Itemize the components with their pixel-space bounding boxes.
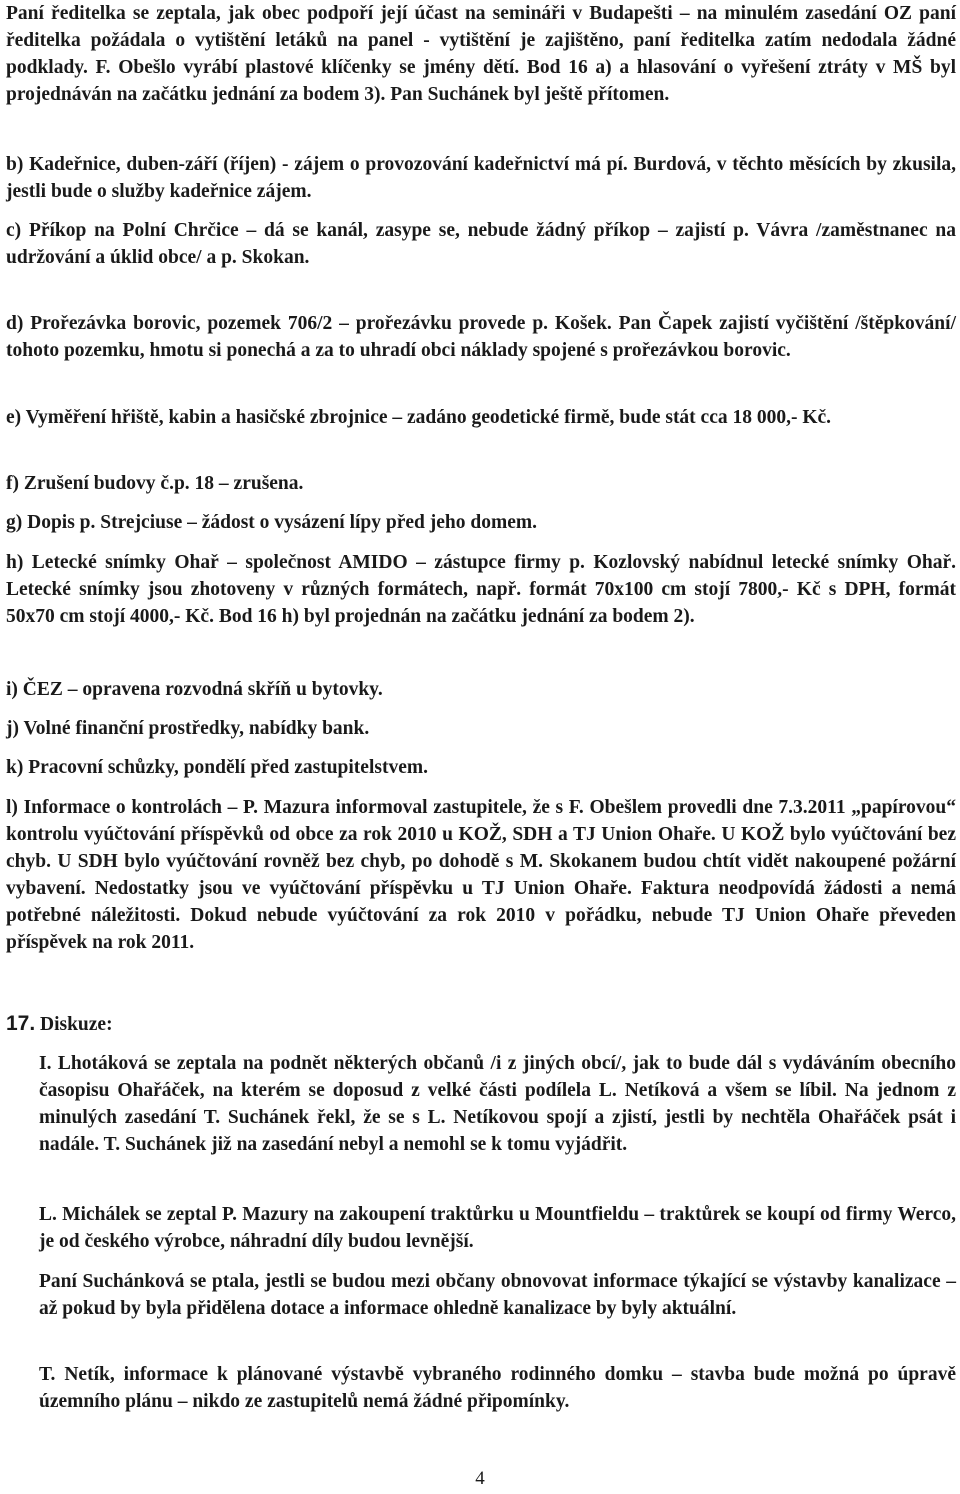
paragraph-item-d: d) Prořezávka borovic, pozemek 706/2 – prořezávku provede p. Košek. Pan Čapek zajistí vyčištění /štěpkování/ tohoto pozemku, hmotu si ponechá a za to uhradí obci náklady spojené s prořezávkou borovic. bbox=[6, 313, 956, 361]
paragraph-item-i: i) ČEZ – opravena rozvodná skříň u bytovky. bbox=[6, 679, 383, 700]
section-title: Diskuze: bbox=[40, 1014, 113, 1035]
discussion-paragraph-2: L. Michálek se zeptal P. Mazury na zakoupení traktůrku u Mountfieldu – traktůrek se koupí od firmy Werco, je od českého výrobce, náhradní díly budou levnější. bbox=[39, 1204, 956, 1252]
discussion-paragraph-4: T. Netík, informace k plánované výstavbě vybraného rodinného domku – stavba bude možná po úpravě územního plánu – nikdo ze zastupitelů nemá žádné připomínky. bbox=[39, 1364, 956, 1412]
section-number: 17. bbox=[6, 1012, 36, 1035]
discussion-paragraph-1: I. Lhotáková se zeptala na podnět některých občanů /i z jiných obcí/, jak to bude dál s vydáváním obecního časopisu Ohařáček, na kterém se doposud z velké části podílela L. Netíková a všem se líbil. Na jednom z minulých zasedání T. Suchánek řekl, že se s L. Netíkovou spojí a zjistí, jestli by nechtěla Ohařáček psát i nadále. T. Suchánek již na zasedání nebyl a nemohl se k tomu vyjádřit. bbox=[39, 1053, 956, 1155]
paragraph-item-e: e) Vyměření hřiště, kabin a hasičské zbrojnice – zadáno geodetické firmě, bude stát cca 18 000,- Kč. bbox=[6, 407, 832, 428]
paragraph-intro: Paní ředitelka se zeptala, jak obec podpoří její účast na semináři v Budapešti – na minulém zasedání OZ paní ředitelka požádala o vytištění letáků na panel - vytištění je zajištěno, paní ředitelka zatím nedodala žádné podklady. F. Obešlo vyrábí plastové klíčenky se jmény dětí. Bod 16 a) a hlasování o vyřešení ztráty v MŠ byl projednáván na začátku jednání za bodem 3). Pan Suchánek byl ještě přítomen. bbox=[6, 3, 956, 105]
paragraph-item-b: b) Kadeřnice, duben-září (říjen) - zájem o provozování kadeřnictví má pí. Burdová, v těchto měsících by zkusila, jestli bude o služby kadeřnice zájem. bbox=[6, 154, 956, 202]
paragraph-item-c: c) Příkop na Polní Chrčice – dá se kanál, zasype se, nebude žádný příkop – zajistí p. Vávra /zaměstnanec na udržování a úklid obce/ a p. Skokan. bbox=[6, 220, 956, 268]
section-heading bbox=[6, 1010, 113, 1038]
paragraph-item-g: g) Dopis p. Strejciuse – žádost o vysázení lípy před jeho domem. bbox=[6, 512, 538, 533]
page-number: 4 bbox=[475, 1468, 485, 1489]
paragraph-item-h: h) Letecké snímky Ohař – společnost AMIDO – zástupce firmy p. Kozlovský nabídnul letecké snímky Ohař. Letecké snímky jsou zhotoveny v různých formátech, např. formát 70x100 cm stojí 7800,- Kč s DPH, formát 50x70 cm stojí 4000,- Kč. Bod 16 h) byl projednán na začátku jednání za bodem 2). bbox=[6, 552, 956, 627]
paragraph-item-j: j) Volné finanční prostředky, nabídky bank. bbox=[6, 718, 370, 739]
paragraph-item-l: l) Informace o kontrolách – P. Mazura informoval zastupitele, že s F. Obešlem provedli dne 7.3.2011 „papírovou“ kontrolu vyúčtování příspěvků od obce za rok 2010 u KOŽ, SDH a TJ Union Ohaře. U KOŽ bylo vyúčtování bez chyb. U SDH bylo vyúčtování rovněž bez chyb, po dohodě s M. Skokanem budou chtít vidět nakoupené požární vybavení. Nedostatky jsou ve vyúčtování příspěvku u TJ Union Ohaře. Faktura neodpovídá žádosti a nemá potřebné náležitosti. Dokud nebude vyúčtování za rok 2010 v pořádku, nebude TJ Union Ohaře převeden příspěvek na rok 2011. bbox=[6, 797, 956, 953]
discussion-paragraph-3: Paní Suchánková se ptala, jestli se budou mezi občany obnovovat informace týkající se výstavby kanalizace – až pokud by byla přidělena dotace a informace ohledně kanalizace by byly aktuální. bbox=[39, 1271, 956, 1319]
paragraph-item-f: f) Zrušení budovy č.p. 18 – zrušena. bbox=[6, 473, 304, 494]
paragraph-item-k: k) Pracovní schůzky, pondělí před zastupitelstvem. bbox=[6, 757, 428, 778]
